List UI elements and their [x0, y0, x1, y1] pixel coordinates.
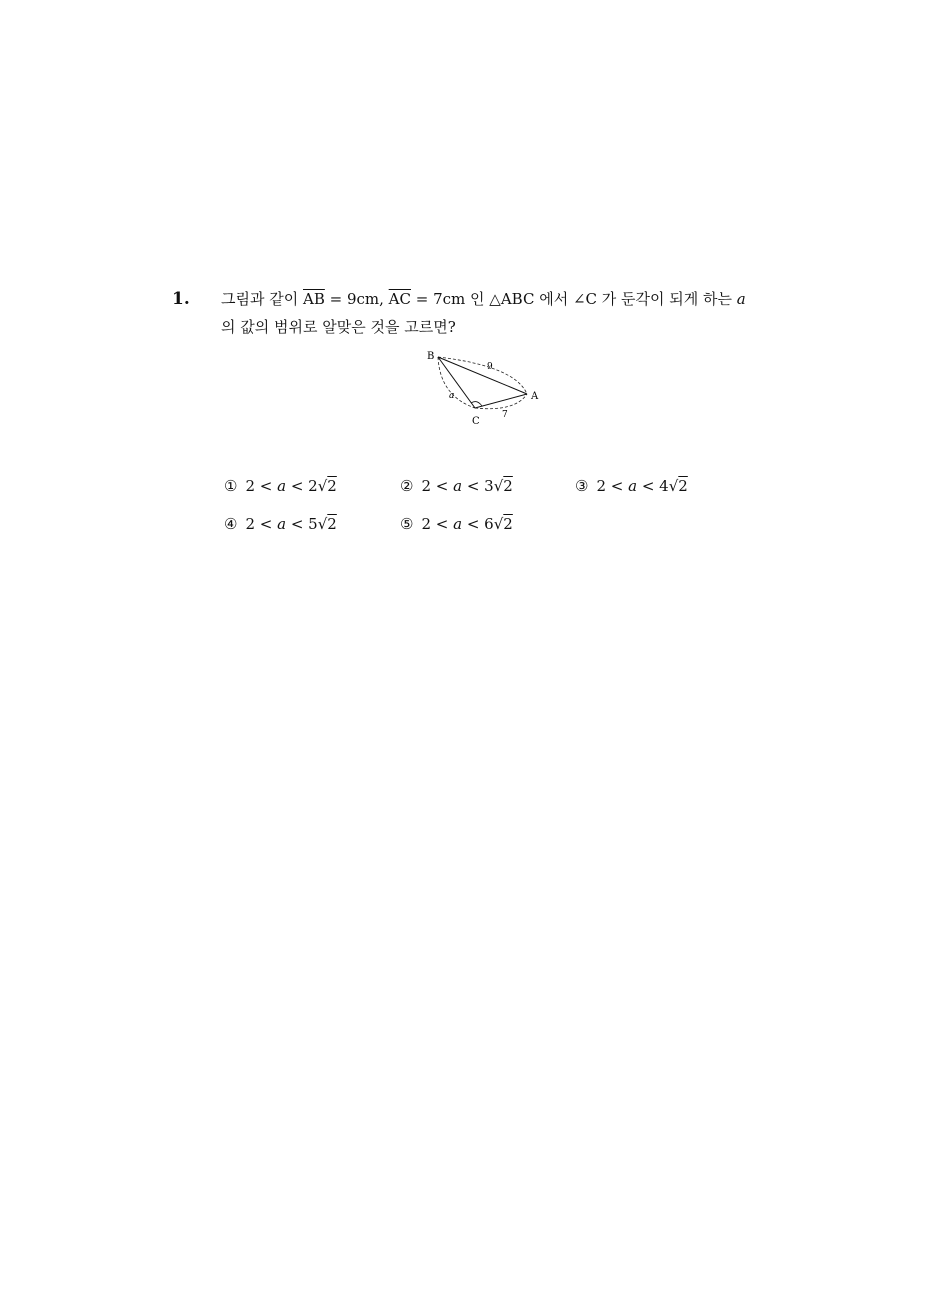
- choice-lower: 2 <: [596, 477, 629, 495]
- choice-5[interactable]: [400, 514, 513, 534]
- choice-marker: ④: [224, 515, 238, 533]
- choice-radicand: 2: [503, 515, 513, 533]
- choice-3[interactable]: [575, 476, 688, 496]
- stem-text-ac: = 7cm 인 △ABC 에서 ∠C 가 둔각이 되게 하는: [410, 290, 737, 308]
- stem-text-pre: 그림과 같이: [221, 290, 303, 308]
- stem-variable: a: [736, 290, 746, 308]
- choice-variable: a: [453, 477, 463, 495]
- choice-upper: < 5: [286, 515, 318, 533]
- sqrt-sign: √: [668, 477, 679, 495]
- choice-1[interactable]: [224, 476, 337, 496]
- side-label-ab: 9: [487, 362, 493, 372]
- vertex-label-c: C: [472, 416, 480, 427]
- stem-text-ab: = 9cm,: [324, 290, 389, 308]
- side-label-ac: 7: [502, 410, 508, 420]
- triangle-figure: [420, 346, 550, 428]
- choice-lower: 2 <: [245, 515, 278, 533]
- sqrt-sign: √: [317, 515, 328, 533]
- choice-upper: < 6: [462, 515, 494, 533]
- choice-marker: ②: [400, 477, 414, 495]
- vertex-label-b: B: [427, 351, 435, 362]
- sqrt-sign: √: [317, 477, 328, 495]
- choice-lower: 2 <: [421, 515, 454, 533]
- choice-variable: a: [453, 515, 463, 533]
- choice-2[interactable]: [400, 476, 513, 496]
- choice-upper: < 3: [462, 477, 494, 495]
- choice-marker: ③: [575, 477, 589, 495]
- choice-variable: a: [628, 477, 638, 495]
- question-number: 1.: [172, 289, 190, 309]
- sqrt-sign: √: [493, 515, 504, 533]
- choice-radicand: 2: [327, 515, 337, 533]
- choice-radicand: 2: [503, 477, 513, 495]
- choice-lower: 2 <: [245, 477, 278, 495]
- side-label-bc: a: [449, 391, 455, 401]
- choice-radicand: 2: [327, 477, 337, 495]
- choice-upper: < 2: [286, 477, 318, 495]
- vertex-label-a: A: [531, 391, 539, 402]
- choice-4[interactable]: [224, 514, 337, 534]
- segment-ac: $\overline{AC}$: [388, 290, 411, 308]
- choice-upper: < 4: [637, 477, 669, 495]
- choice-radicand: 2: [678, 477, 688, 495]
- choice-marker: ⑤: [400, 515, 414, 533]
- choice-variable: a: [277, 477, 287, 495]
- side-ca: [475, 394, 527, 408]
- choice-variable: a: [277, 515, 287, 533]
- question-stem-line2: 의 값의 범위로 알맞은 것을 고르면?: [221, 318, 456, 336]
- question-stem-line1: [221, 289, 746, 309]
- choice-marker: ①: [224, 477, 238, 495]
- sqrt-sign: √: [493, 477, 504, 495]
- choice-lower: 2 <: [421, 477, 454, 495]
- segment-ab: $\overline{AB}$: [303, 290, 325, 308]
